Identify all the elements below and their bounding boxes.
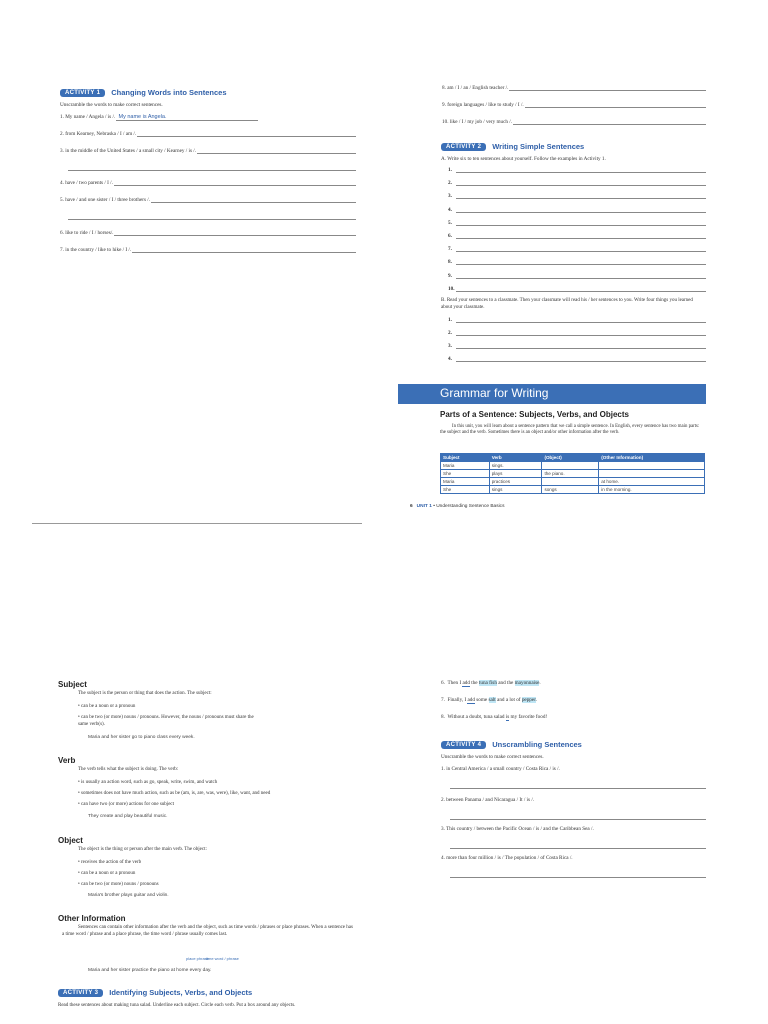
bullet: same verb(s). xyxy=(78,722,105,727)
bullet: • can have two (or more) actions for one subject xyxy=(78,802,175,807)
page-bottom-right xyxy=(398,660,738,1024)
table-row xyxy=(441,470,705,478)
instruction: Unscramble the words to make correct sentences. xyxy=(441,754,544,760)
other-info-example: Maria and her sister practice the piano at home every day. xyxy=(88,968,212,973)
answer-field[interactable] xyxy=(456,316,706,323)
answer-field[interactable]: My name is Angela. xyxy=(116,114,258,121)
intro-paragraph: In this unit, you will learn about a sentence pattern that we call a simple sentence. In English, every sentence has two main parts: the subject and the verb. Sometimes there is an object and/or other information after the verb. xyxy=(440,424,700,435)
answer-field[interactable] xyxy=(456,258,706,265)
answer-field[interactable] xyxy=(456,245,706,252)
line-number: 1. xyxy=(448,317,452,323)
line-number: 8. xyxy=(448,259,452,266)
write-line[interactable] xyxy=(448,258,706,265)
answer-line[interactable] xyxy=(450,848,706,849)
instruction-a: A. Write six to ten sentences about yourself. Follow the examples in Activity 1. xyxy=(441,156,606,162)
other-info-heading: Other Information xyxy=(58,914,126,923)
bullet: • is usually an action word, such as go, speak, write, swim, and watch xyxy=(78,780,218,785)
item-3[interactable]: 3. in the middle of the United States / a small city / Kearney / is /. xyxy=(60,147,356,154)
object-paragraph: The object is the thing or person after the main verb. The object: xyxy=(78,847,207,852)
activity-badge: ACTIVITY 2 xyxy=(441,143,486,151)
bullet: • can be two (or more) nouns / pronouns. However, the nouns / pronouns must share the xyxy=(78,715,254,720)
bullet: • sometimes does not have much action, such as be (am, is, are, was, were), like, want, and need xyxy=(78,791,271,796)
line-number: 4. xyxy=(448,356,452,362)
line-number: 2. xyxy=(448,330,452,336)
page-top-right xyxy=(398,70,710,520)
table-cell: songs xyxy=(542,486,599,494)
table-cell xyxy=(599,470,705,478)
activity-3-instruction: Read these sentences about making tuna salad. Underline each subject. Circle each verb. Put a box around any objects. xyxy=(58,1003,296,1008)
activity-title: Identifying Subjects, Verbs, and Objects xyxy=(109,988,253,997)
sentence-parts-table xyxy=(440,453,705,494)
verb-example: They create and play beautiful music. xyxy=(88,814,168,819)
answer-line[interactable] xyxy=(68,219,356,220)
col-subject: Subject xyxy=(441,454,490,462)
item-10[interactable]: 10. like / I / my job / very much /. xyxy=(442,118,706,125)
subject-heading: Subject xyxy=(58,680,87,689)
answer-field[interactable] xyxy=(456,166,706,173)
item-3: 3. This country / between the Pacific Ocean / is / and the Caribbean Sea /. xyxy=(441,826,594,832)
line-number: 6. xyxy=(448,233,452,239)
table-cell: plays xyxy=(489,470,542,478)
bullet: • can be a noun or a pronoun xyxy=(78,871,136,876)
write-line[interactable] xyxy=(448,342,706,349)
answer-field[interactable] xyxy=(456,219,706,226)
answer-line[interactable] xyxy=(450,788,706,789)
write-line[interactable] xyxy=(448,329,706,336)
table-cell: the piano. xyxy=(542,470,599,478)
item-7-tuna: 7. Finally, I add some salt and a lot of pepper. xyxy=(441,697,537,703)
activity-4-header xyxy=(441,740,582,749)
activity-title: Changing Words into Sentences xyxy=(111,88,227,97)
item-1: 1. My name / Angela / is /. My name is Angela. xyxy=(60,114,258,121)
write-line[interactable] xyxy=(448,192,706,199)
item-7[interactable]: 7. in the country / like to hike / I /. xyxy=(60,246,356,253)
line-number: 5. xyxy=(448,219,452,226)
item-2: 2. between Panama / and Nicaragua / It / is /. xyxy=(441,797,535,803)
verb-paragraph: The verb tells what the subject is doing. The verb: xyxy=(78,767,179,772)
item-9[interactable]: 9. foreign languages / like to study / I /. xyxy=(442,101,706,108)
answer-field[interactable] xyxy=(456,192,706,199)
table-cell: at home. xyxy=(599,478,705,486)
table-cell xyxy=(542,462,599,470)
write-line[interactable] xyxy=(448,232,706,239)
table-cell: Maria xyxy=(441,478,490,486)
col-verb: Verb xyxy=(489,454,542,462)
item-5[interactable]: 5. have / and one sister / I / three brothers /. xyxy=(60,196,356,203)
bullet: • can be a noun or a pronoun xyxy=(78,704,136,709)
verb-heading: Verb xyxy=(58,756,76,765)
section-subhead: Parts of a Sentence: Subjects, Verbs, and Objects xyxy=(440,410,629,419)
object-heading: Object xyxy=(58,836,83,845)
banner-title: Grammar for Writing xyxy=(440,386,549,400)
table-cell: in the morning. xyxy=(599,486,705,494)
grammar-banner xyxy=(398,384,706,404)
activity-title: Writing Simple Sentences xyxy=(492,142,585,151)
write-line[interactable] xyxy=(448,219,706,226)
table-cell: She xyxy=(441,486,490,494)
activity-2-header xyxy=(441,142,584,151)
line-number: 4. xyxy=(448,206,452,213)
item-2[interactable]: 2. from Kearney, Nebraska / I / am /. xyxy=(60,130,356,137)
line-number: 2. xyxy=(448,180,452,187)
subject-paragraph: The subject is the person or thing that does the action. The subject: xyxy=(78,691,212,696)
line-number: 9. xyxy=(448,272,452,279)
bullet: • can be two (or more) nouns / pronouns xyxy=(78,882,159,887)
instruction: Unscramble the words to make correct sentences. xyxy=(60,102,163,108)
write-line[interactable] xyxy=(448,272,706,279)
activity-title: Unscrambling Sentences xyxy=(492,740,582,749)
page-footer: 6 UNIT 1 • Understanding Sentence Basics xyxy=(410,504,505,509)
answer-field[interactable] xyxy=(456,355,706,362)
other-info-paragraph: Sentences can contain other information after the verb and the object, such as time words / phrases or place phrases. When a sentence has a time word / phrase and a place phrase, the time word / phrase usually comes last. xyxy=(62,925,353,937)
table-cell: Maria xyxy=(441,462,490,470)
label-time-phrase: time word / phrase xyxy=(206,956,239,961)
page-bottom-left xyxy=(32,660,372,1024)
write-line[interactable] xyxy=(448,206,706,213)
line-number: 3. xyxy=(448,343,452,349)
write-line[interactable] xyxy=(448,355,706,362)
bullet: • receives the action of the verb xyxy=(78,860,142,865)
item-8[interactable]: 8. am / I / an / English teacher /. xyxy=(442,84,706,91)
answer-field[interactable] xyxy=(456,329,706,336)
table-cell xyxy=(599,462,705,470)
activity-3-header xyxy=(58,988,252,997)
answer-field[interactable] xyxy=(456,285,706,292)
label-place-phrase: place phrase xyxy=(186,956,209,961)
item-8-tuna: 8. Without a doubt, tuna salad is my favorite food! xyxy=(441,714,548,720)
item-6-tuna: 6. Then I add the tuna fish and the mayonnaise. xyxy=(441,680,541,686)
answer-field[interactable] xyxy=(456,206,706,213)
line-number: 3. xyxy=(448,193,452,200)
item-6[interactable]: 6. like to ride / I / horses/. xyxy=(60,229,356,236)
answer-field[interactable] xyxy=(456,179,706,186)
write-line[interactable] xyxy=(448,245,706,252)
answer-line[interactable] xyxy=(68,170,356,171)
col-object: (Object) xyxy=(542,454,599,462)
table-row xyxy=(441,478,705,486)
answer-field[interactable] xyxy=(456,342,706,349)
write-line[interactable] xyxy=(448,179,706,186)
activity-1-header xyxy=(60,88,227,97)
line-number: 10. xyxy=(448,285,455,292)
item-1: 1. in Central America / a small country / Costa Rica / is /. xyxy=(441,766,560,772)
answer-line[interactable] xyxy=(450,877,706,878)
write-line[interactable] xyxy=(448,316,706,323)
col-other: (Other Information) xyxy=(599,454,705,462)
table-cell xyxy=(542,478,599,486)
line-number: 1. xyxy=(448,167,452,173)
activity-badge: ACTIVITY 3 xyxy=(58,989,103,997)
activity-badge: ACTIVITY 1 xyxy=(60,89,105,97)
activity-badge: ACTIVITY 4 xyxy=(441,741,486,749)
answer-field[interactable] xyxy=(456,232,706,239)
page-edge xyxy=(32,523,362,524)
table-cell: sings xyxy=(489,486,542,494)
table-cell: practices xyxy=(489,478,542,486)
answer-field[interactable] xyxy=(456,272,706,279)
write-line[interactable] xyxy=(448,285,706,292)
table-row xyxy=(441,486,705,494)
page-top-left xyxy=(32,70,362,525)
table-cell: She xyxy=(441,470,490,478)
item-4[interactable]: 4. have / two parents / I /. xyxy=(60,179,356,186)
write-line[interactable] xyxy=(448,166,706,173)
subject-example: Maria and her sister go to piano class every week. xyxy=(88,735,195,740)
table-row xyxy=(441,462,705,470)
line-number: 7. xyxy=(448,246,452,253)
table-cell: sings. xyxy=(489,462,542,470)
item-4: 4. more than four million / is / The population / of Costa Rica /. xyxy=(441,855,573,861)
answer-line[interactable] xyxy=(450,819,706,820)
instruction-b: B. Read your sentences to a classmate. Then your classmate will read his / her sentences to you. Write four things you learned about your classmate. xyxy=(441,298,693,310)
object-example: Maria's brother plays guitar and violin. xyxy=(88,893,169,898)
